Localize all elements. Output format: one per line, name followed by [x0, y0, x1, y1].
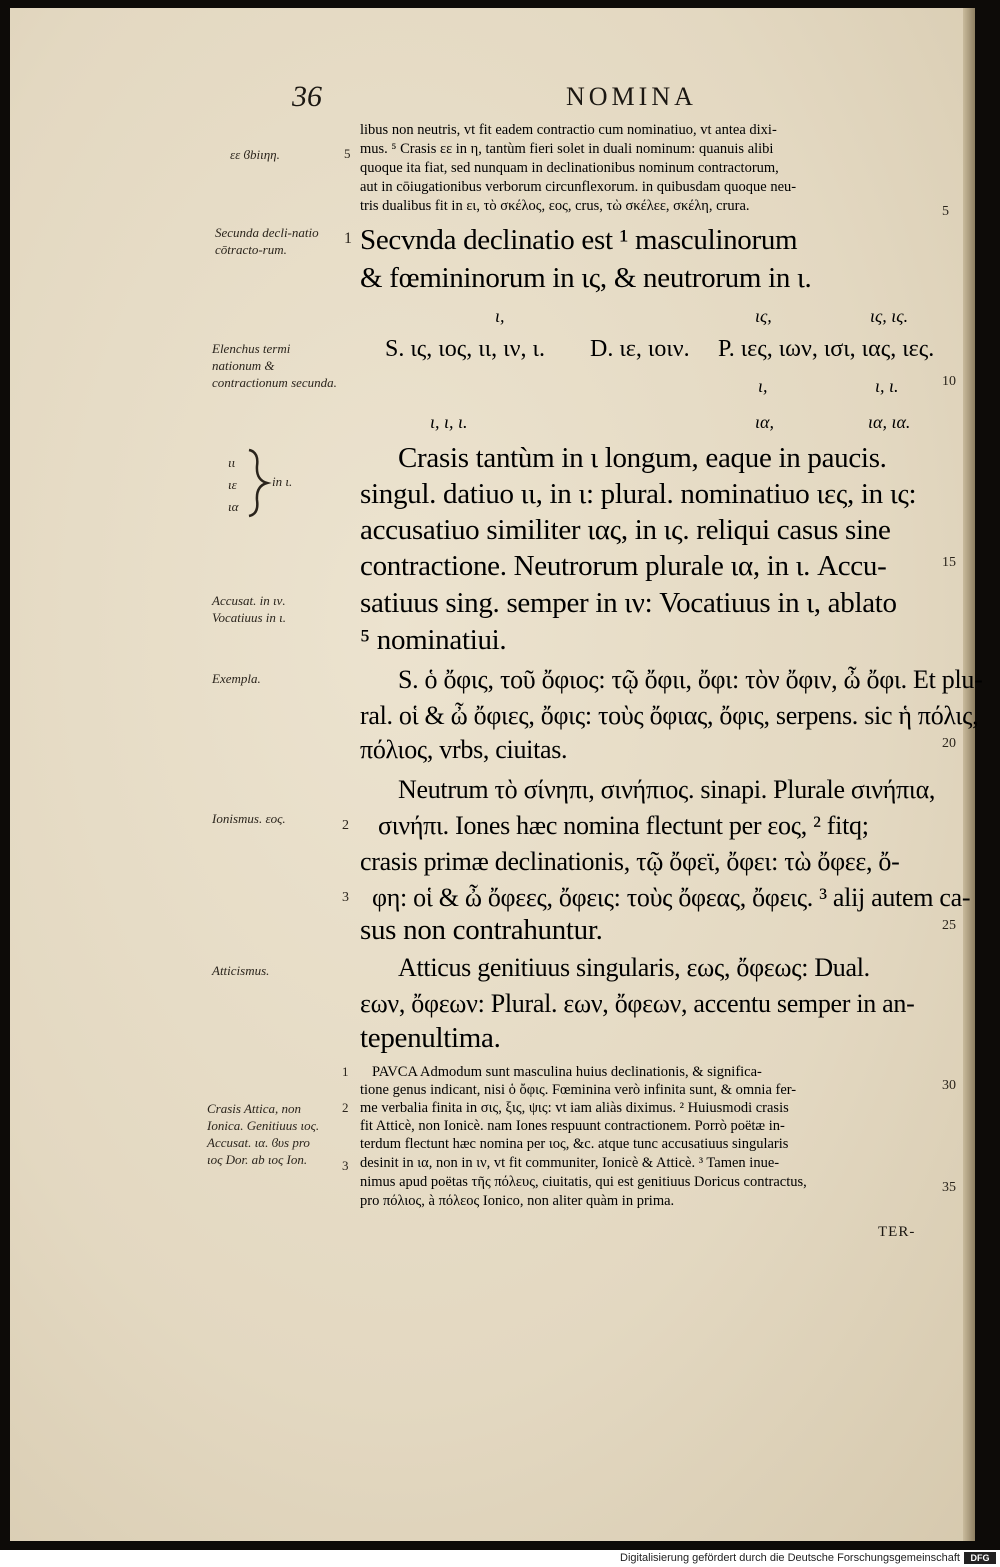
text-line: contractione. Neutrorum plurale ια, in ι. Accu- — [360, 550, 887, 582]
text-line: satiuus sing. semper in ιν: Vocatiuus in ι, ablato — [360, 587, 897, 619]
paradigm-mark: ι, — [495, 306, 505, 326]
margin-note: Crasis Attica, non Ionica. Genitiuus ιος. Accusat. ια. ϐυs pro ιος Dor. ab ιος Ion. — [207, 1101, 320, 1167]
text-line: accusatiuo similiter ιας, in ις. reliqui casus sine — [360, 514, 891, 546]
brace-item: ιι — [228, 455, 236, 470]
line-number: 5 — [942, 204, 949, 219]
footnote-line: me verbalia finita in σις, ξις, ψις: vt iam aliàs diximus. ² Huiusmodi crasis — [360, 1100, 789, 1116]
text-line: ⁵ nominatiui. — [360, 624, 507, 656]
footnote-number: 3 — [342, 1158, 349, 1173]
line-number: 30 — [942, 1078, 956, 1093]
paradigm-mark: ις, — [755, 306, 772, 326]
footnote-line: tione genus indicant, nisi ὁ ὄφις. Fœminina verò infinita sunt, & omnia fer- — [360, 1082, 797, 1098]
paradigm-mark: ι, ι. — [875, 376, 899, 396]
brace-icon — [245, 448, 273, 518]
paradigm-singular: S. ις, ιος, ιι, ιν, ι. — [385, 336, 545, 362]
footnote-number: 3 — [342, 890, 349, 905]
margin-note: εε ϐbiιηη. — [230, 147, 280, 162]
brace-item: ιε — [228, 477, 237, 492]
brace-item: ια — [228, 499, 239, 514]
line-number: 25 — [942, 918, 956, 933]
footnote-line: terdum flectunt hæc nomina per ιος, &c. atque tunc accusatiuus singularis — [360, 1136, 789, 1152]
footnote-number: 2 — [342, 1100, 349, 1115]
footnote-number: 5 — [344, 146, 351, 161]
footnote-number: 1 — [342, 1064, 349, 1079]
footnote-line: PAVCA Admodum sunt masculina huius declinationis, & significa- — [372, 1064, 762, 1080]
text-line: crasis primæ declinationis, τῷ ὄφεϊ, ὄφει: τὼ ὄφεε, ὄ- — [360, 847, 900, 876]
text-line: εων, ὄφεων: Plural. εων, ὄφεων, accentu semper in an- — [360, 989, 915, 1018]
paradigm-plural: P. ιες, ιων, ισι, ιας, ιες. — [718, 336, 935, 362]
text-line: libus non neutris, vt fit eadem contractio cum nominatiuo, vt antea dixi- — [360, 122, 777, 138]
text-line: tepenultima. — [360, 1022, 501, 1054]
footnote-line: fit Atticè, non Ionicè. nam Iones respuunt contractionem. Porrò poëtæ in- — [360, 1118, 785, 1134]
running-head: NOMINA — [566, 82, 697, 111]
catchword: TER- — [878, 1224, 916, 1240]
text-line: sus non contrahuntur. — [360, 914, 603, 946]
text-line: σινήπι. Iones hæc nomina flectunt per εος, ² fitq; — [378, 811, 869, 840]
page-number: 36 — [292, 80, 322, 113]
text-line: singul. datiuo ιι, in ι: plural. nominatiuo ιες, in ις: — [360, 478, 917, 510]
line-number: 15 — [942, 555, 956, 570]
text-line: mus. ⁵ Crasis εε in η, tantùm fieri solet in duali nominum: quanuis alibi — [360, 141, 774, 157]
paradigm-mark: ις, ις. — [870, 306, 909, 326]
footer-text: Digitalisierung gefördert durch die Deutsche Forschungsgemeinschaft — [620, 1552, 960, 1564]
dfg-logo-icon: DFG — [964, 1552, 996, 1564]
line-number: 20 — [942, 736, 956, 751]
paradigm-mark: ια, — [755, 412, 774, 432]
footnote-number: 1 — [344, 230, 352, 247]
footnote-number: 2 — [342, 818, 349, 833]
paradigm-mark: ια, ια. — [868, 412, 911, 432]
paradigm-mark: ι, — [758, 376, 768, 396]
text-line: Neutrum τὸ σίνηπι, σινήπιος. sinapi. Plurale σινήπια, — [398, 775, 936, 804]
footnote-line: desinit in ια, non in ιν, vt fit communiter, Ionicè & Atticè. ³ Tamen inue- — [360, 1155, 780, 1171]
margin-note: Elenchus termi nationum & contractionum secunda. — [212, 341, 337, 390]
section-heading: Secvnda declinatio est ¹ masculinorum — [360, 224, 798, 256]
text-line: φη: οἱ & ὦ ὄφεες, ὄφεις: τοὺς ὄφεας, ὄφεις. ³ alij autem ca- — [372, 883, 971, 912]
footnote-line: nimus apud poëtas τῆς πόλευς, ciuitatis, qui est genitiuus Doricus contractus, — [360, 1174, 807, 1190]
text-line: tris dualibus fit in ει, τὸ σκέλος, εος, crus, τὼ σκέλεε, σκέλη, crura. — [360, 198, 750, 214]
text-line: ral. οἱ & ὦ ὄφιες, ὄφις: τοὺς ὄφιας, ὄφις, serpens. sic ἡ πόλις, — [360, 701, 979, 730]
margin-note: Accusat. in ιν. Vocatiuus in ι. — [212, 593, 287, 625]
text-line: πόλιος, vrbs, ciuitas. — [360, 735, 568, 764]
text-line: aut in cōiugationibus verborum circunflexorum. in quibusdam quoque neu- — [360, 179, 797, 195]
text-line: quoque ita fiat, sed nunquam in declinationibus nominum contractorum, — [360, 160, 779, 176]
text-line: & fœmininorum in ις, & neutrorum in ι. — [360, 262, 812, 294]
margin-note: Secunda decli-natio cōtracto-rum. — [215, 225, 319, 257]
margin-note: Exempla. — [212, 671, 261, 686]
page-edge — [963, 8, 975, 1541]
footer-bar — [0, 1550, 1000, 1567]
footnote-line: pro πόλιος, à πόλεος Ionico, non aliter quàm in prima. — [360, 1193, 675, 1209]
line-number: 10 — [942, 374, 956, 389]
text-line: Atticus genitiuus singularis, εως, ὄφεως: Dual. — [398, 953, 870, 982]
text-line: Crasis tantùm in ι longum, eaque in paucis. — [398, 442, 887, 474]
margin-note: Ionismus. εος. — [212, 811, 286, 826]
margin-note: Atticismus. — [212, 963, 270, 978]
brace-label: in ι. — [272, 474, 293, 489]
line-number: 35 — [942, 1180, 956, 1195]
text-line: S. ὁ ὄφις, τοῦ ὄφιος: τῷ ὄφιι, ὄφι: τὸν ὄφιν, ὦ ὄφι. Et plu- — [398, 665, 983, 694]
paradigm-dual: D. ιε, ιοιν. — [590, 336, 690, 362]
paradigm-mark: ι, ι, ι. — [430, 412, 468, 432]
